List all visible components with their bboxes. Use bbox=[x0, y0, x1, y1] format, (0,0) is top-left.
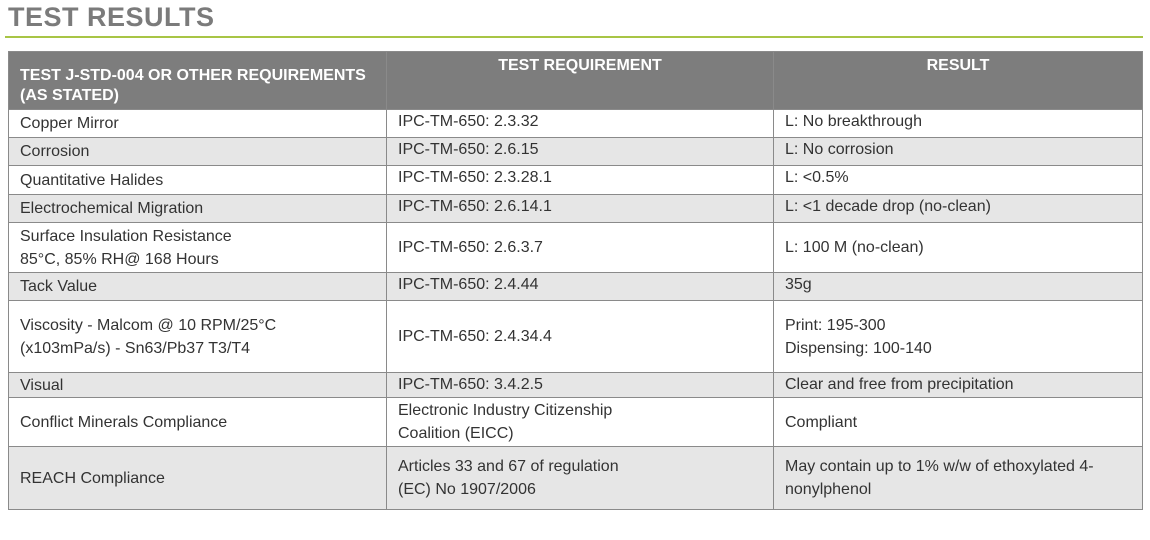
test-cell-line: Visual bbox=[20, 376, 64, 394]
table-row bbox=[9, 195, 1143, 223]
requirement-cell bbox=[387, 273, 774, 301]
requirement-cell-line: IPC-TM-650: 2.6.15 bbox=[398, 141, 539, 158]
test-cell-line: Quantitative Halides bbox=[20, 171, 164, 189]
result-cell bbox=[774, 166, 1143, 195]
result-cell-line: Print: 195-300 bbox=[785, 316, 886, 334]
test-cell-line: Surface Insulation Resistance bbox=[20, 227, 232, 245]
table-row bbox=[9, 110, 1143, 138]
test-cell bbox=[9, 138, 387, 166]
requirement-cell-line: IPC-TM-650: 2.3.32 bbox=[398, 113, 539, 130]
title-underline bbox=[5, 36, 1143, 38]
requirement-cell-line: Coalition (EICC) bbox=[398, 425, 514, 442]
test-cell bbox=[9, 223, 387, 273]
result-cell bbox=[774, 138, 1143, 166]
test-cell-line: Corrosion bbox=[20, 143, 90, 160]
requirement-cell bbox=[387, 195, 774, 223]
header-requirement: TEST REQUIREMENT bbox=[387, 52, 774, 110]
result-cell bbox=[774, 110, 1143, 138]
test-cell bbox=[9, 195, 387, 223]
requirement-cell-line: IPC-TM-650: 3.4.2.5 bbox=[398, 376, 543, 393]
result-cell-line: Clear and free from precipitation bbox=[785, 376, 1014, 393]
requirement-cell bbox=[387, 166, 774, 195]
result-cell-line: Compliant bbox=[785, 413, 858, 431]
test-cell-line: Electrochemical Migration bbox=[20, 200, 204, 217]
requirement-cell bbox=[387, 447, 774, 510]
test-cell-line: (x103mPa/s) - Sn63/Pb37 T3/T4 bbox=[20, 339, 251, 357]
test-cell bbox=[9, 373, 387, 398]
test-cell bbox=[9, 301, 387, 373]
result-cell bbox=[774, 223, 1143, 273]
test-cell-line: Copper Mirror bbox=[20, 115, 119, 132]
header-result: RESULT bbox=[774, 52, 1143, 110]
requirement-cell-line: Articles 33 and 67 of regulation bbox=[398, 458, 619, 475]
result-cell-line: L: <1 decade drop (no-clean) bbox=[785, 198, 991, 215]
test-cell bbox=[9, 398, 387, 447]
result-cell bbox=[774, 373, 1143, 398]
table-row bbox=[9, 301, 1143, 373]
requirement-cell bbox=[387, 138, 774, 166]
result-cell bbox=[774, 301, 1143, 373]
header-test: TEST J-STD-004 OR OTHER REQUIREMENTS (AS STATED) bbox=[9, 52, 387, 110]
requirement-cell-line: IPC-TM-650: 2.4.34.4 bbox=[398, 328, 552, 345]
test-cell bbox=[9, 447, 387, 510]
table-row bbox=[9, 447, 1143, 510]
requirement-cell-line: IPC-TM-650: 2.6.14.1 bbox=[398, 198, 552, 215]
table-header-row bbox=[9, 52, 1143, 110]
requirement-cell-line: IPC-TM-650: 2.3.28.1 bbox=[398, 169, 552, 186]
test-cell-line: Viscosity - Malcom @ 10 RPM/25°C bbox=[20, 316, 277, 334]
requirement-cell-line: (EC) No 1907/2006 bbox=[398, 481, 536, 498]
result-cell-line: Dispensing: 100-140 bbox=[785, 339, 932, 357]
requirement-cell bbox=[387, 373, 774, 398]
result-cell-line: nonylphenol bbox=[785, 481, 872, 498]
table-row bbox=[9, 398, 1143, 447]
requirement-cell bbox=[387, 110, 774, 138]
test-cell-line: Conflict Minerals Compliance bbox=[20, 413, 228, 431]
table-row bbox=[9, 273, 1143, 301]
requirement-cell-line: Electronic Industry Citizenship bbox=[398, 402, 613, 419]
result-cell-line: May contain up to 1% w/w of ethoxylated 4- bbox=[785, 458, 1094, 475]
table-row bbox=[9, 223, 1143, 273]
test-cell-line: REACH Compliance bbox=[20, 469, 165, 487]
test-cell-line: Tack Value bbox=[20, 278, 98, 295]
test-cell-line: 85°C, 85% RH@ 168 Hours bbox=[20, 250, 219, 268]
test-cell bbox=[9, 110, 387, 138]
requirement-cell bbox=[387, 398, 774, 447]
requirement-cell-line: IPC-TM-650: 2.6.3.7 bbox=[398, 239, 543, 256]
table-row bbox=[9, 138, 1143, 166]
requirement-cell bbox=[387, 223, 774, 273]
page-title: TEST RESULTS bbox=[8, 2, 215, 32]
result-cell-line: L: <0.5% bbox=[785, 169, 849, 186]
result-cell bbox=[774, 398, 1143, 447]
result-cell-line: 35g bbox=[785, 276, 812, 293]
test-cell bbox=[9, 273, 387, 301]
result-cell-line: L: 100 M (no-clean) bbox=[785, 239, 924, 256]
test-results-table bbox=[8, 51, 1143, 510]
result-cell bbox=[774, 195, 1143, 223]
table-row bbox=[9, 166, 1143, 195]
requirement-cell-line: IPC-TM-650: 2.4.44 bbox=[398, 276, 539, 293]
result-cell-line: L: No breakthrough bbox=[785, 113, 922, 130]
result-cell bbox=[774, 273, 1143, 301]
result-cell bbox=[774, 447, 1143, 510]
requirement-cell bbox=[387, 301, 774, 373]
test-cell bbox=[9, 166, 387, 195]
result-cell-line: L: No corrosion bbox=[785, 141, 894, 158]
table-row bbox=[9, 373, 1143, 398]
